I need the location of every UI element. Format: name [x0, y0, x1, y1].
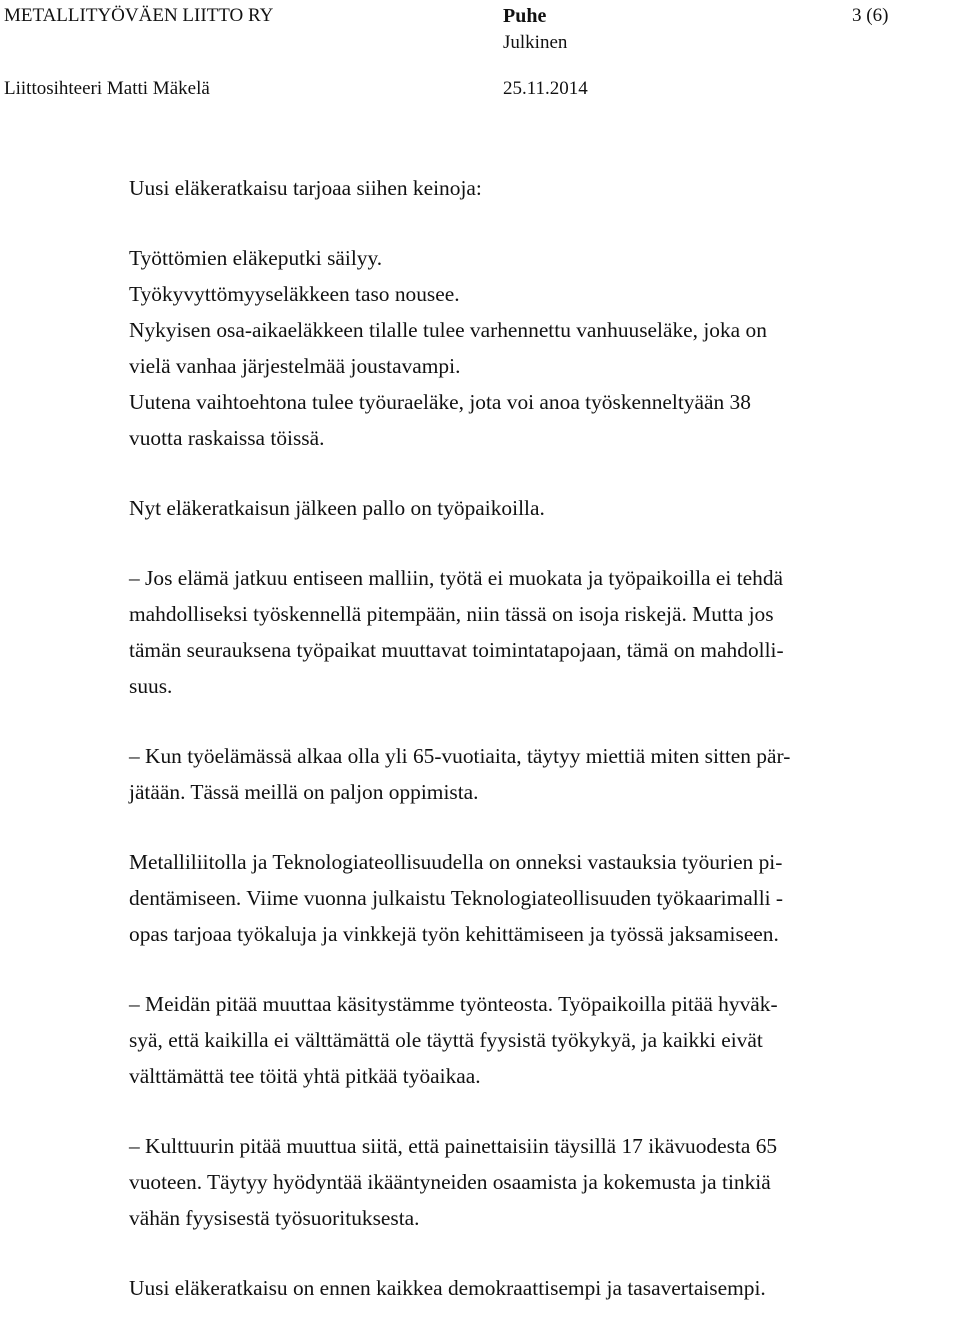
paragraph: [129, 1270, 955, 1306]
text-line: – Jos elämä jatkuu entiseen malliin, työtä ei muokata ja työpaikoilla ei tehdä: [129, 566, 784, 590]
organization-name: METALLITYÖVÄEN LIITTO RY: [4, 5, 274, 26]
paragraph: [129, 170, 955, 206]
paragraph: [129, 560, 955, 704]
paragraph: [129, 844, 955, 952]
text-line: mahdolliseksi työskennellä pitempään, niin tässä on isoja riskejä. Mutta jos: [129, 602, 774, 626]
text-line: Nykyisen osa-aikaeläkkeen tilalle tulee varhennettu vanhuuseläke, joka on: [129, 318, 767, 342]
text-line: Uusi eläkeratkaisu tarjoaa siihen keinoja:: [129, 176, 482, 200]
text-line: vuotta raskaissa töissä.: [129, 426, 325, 450]
document-type: Puhe: [503, 5, 547, 27]
text-line: välttämättä tee töitä yhtä pitkää työaikaa.: [129, 1064, 481, 1088]
text-line: vielä vanhaa järjestelmää joustavampi.: [129, 354, 461, 378]
text-line: Työkyvyttömyyseläkkeen taso nousee.: [129, 282, 460, 306]
paragraph: [129, 986, 955, 1094]
text-line: Uusi eläkeratkaisu on ennen kaikkea demokraattisempi ja tasavertaisempi.: [129, 1276, 766, 1300]
classification-label: Julkinen: [503, 32, 568, 53]
page-number: 3 (6): [852, 5, 889, 26]
text-line: – Kun työelämässä alkaa olla yli 65-vuotiaita, täytyy miettiä miten sitten pär-: [129, 744, 791, 768]
document-date: 25.11.2014: [503, 78, 588, 99]
text-line: dentämiseen. Viime vuonna julkaistu Teknologiateollisuuden työkaarimalli -: [129, 886, 784, 910]
speech-body: [129, 170, 955, 1340]
text-line: syä, että kaikilla ei välttämättä ole täyttä fyysistä työkykyä, ja kaikki eivät: [129, 1028, 763, 1052]
paragraph: [129, 490, 955, 526]
text-line: vähän fyysisestä työsuorituksesta.: [129, 1206, 420, 1230]
text-line: Uutena vaihtoehtona tulee työuraeläke, jota voi anoa työskenneltyään 38: [129, 390, 751, 414]
text-line: Metalliliitolla ja Teknologiateollisuudella on onneksi vastauksia työurien pi-: [129, 850, 783, 874]
page-header: [0, 0, 960, 110]
text-line: Nyt eläkeratkaisun jälkeen pallo on työpaikoilla.: [129, 496, 545, 520]
paragraph: [129, 738, 955, 810]
text-line: vuoteen. Täytyy hyödyntää ikääntyneiden osaamista ja kokemusta ja tinkiä: [129, 1170, 771, 1194]
paragraph: [129, 1128, 955, 1236]
text-line: suus.: [129, 674, 173, 698]
text-line: Työttömien eläkeputki säilyy.: [129, 246, 383, 270]
text-line: opas tarjoaa työkaluja ja vinkkejä työn kehittämiseen ja työssä jaksamiseen.: [129, 922, 779, 946]
author-name: Liittosihteeri Matti Mäkelä: [4, 78, 210, 99]
text-line: jätään. Tässä meillä on paljon oppimista.: [129, 780, 479, 804]
text-line: – Meidän pitää muuttaa käsitystämme työnteosta. Työpaikoilla pitää hyväk-: [129, 992, 778, 1016]
paragraph: [129, 240, 955, 456]
text-line: tämän seurauksena työpaikat muuttavat toimintatapojaan, tämä on mahdolli-: [129, 638, 784, 662]
text-line: – Kulttuurin pitää muuttua siitä, että painettaisiin täysillä 17 ikävuodesta 65: [129, 1134, 778, 1158]
